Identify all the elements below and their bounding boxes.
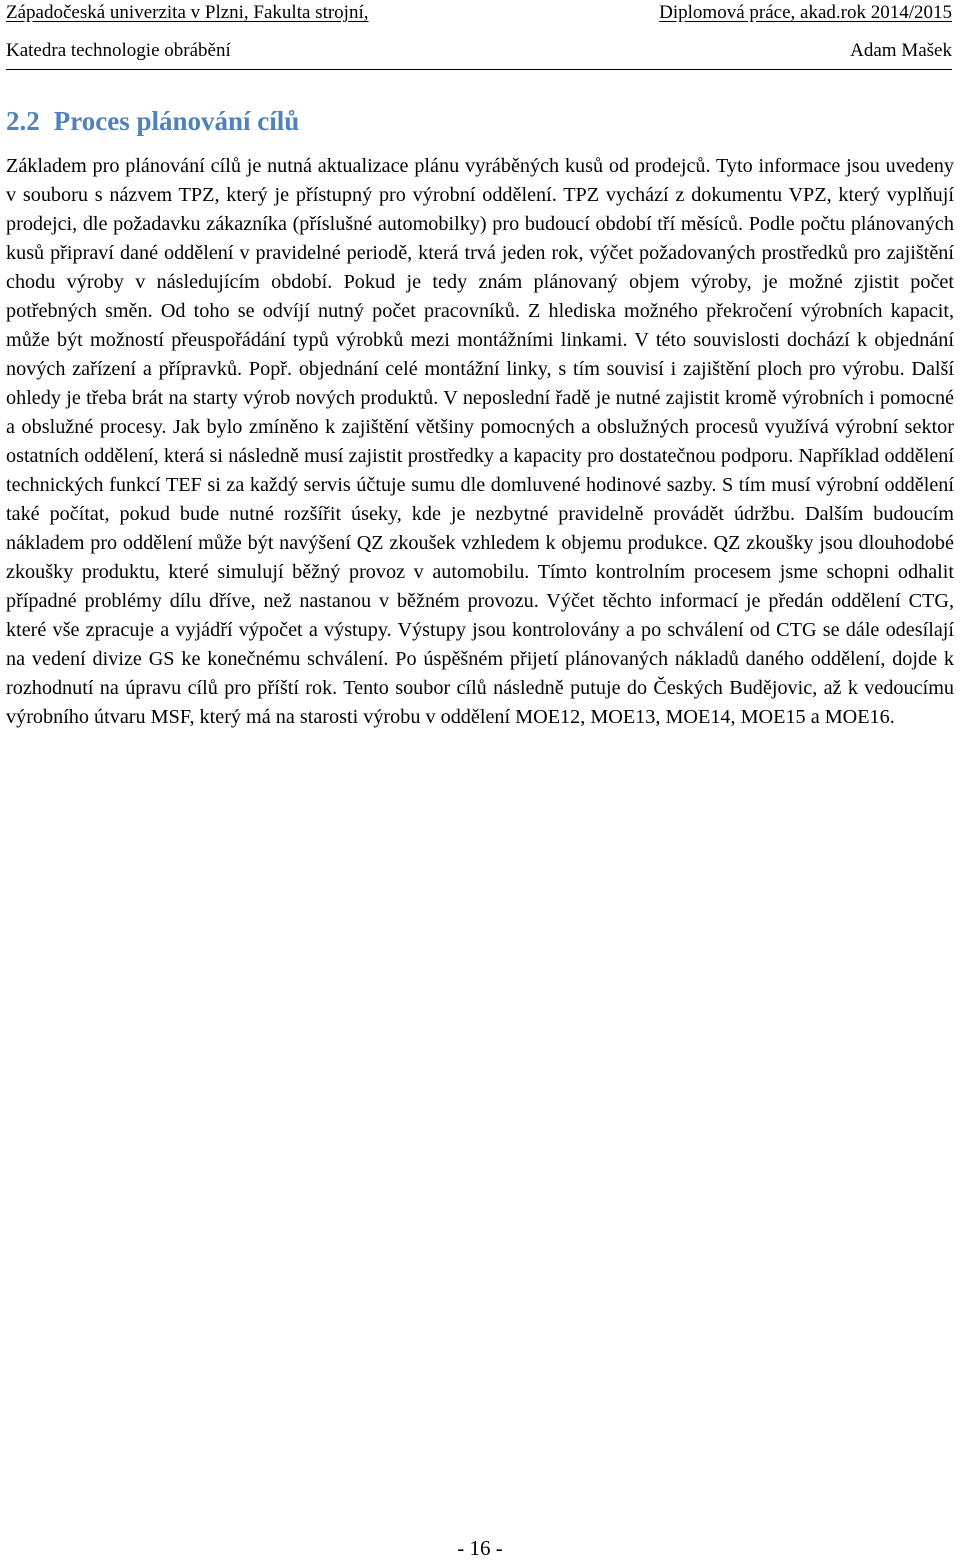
section-title: Proces plánování cílů xyxy=(53,106,300,136)
section-heading xyxy=(6,104,299,138)
header-university: Západočeská univerzita v Plzni, Fakulta strojní, xyxy=(6,2,369,23)
page-number: - 16 - xyxy=(457,1536,503,1560)
section-number: 2.2 xyxy=(6,106,40,136)
header-divider xyxy=(6,69,952,70)
header-department: Katedra technologie obrábění xyxy=(6,40,231,61)
page-header-top xyxy=(6,2,952,24)
header-thesis-info: Diplomová práce, akad.rok 2014/2015 xyxy=(659,2,952,23)
header-author: Adam Mašek xyxy=(850,40,952,61)
body-paragraph: Základem pro plánování cílů je nutná aktualizace plánu vyráběných kusů od prodejců. Tyto informace jsou uvedeny v souboru s názvem TPZ, který je přístupný pro výrobní oddělení. TPZ vychází z dokumentu VPZ, který vyplňují prodejci, dle požadavku zákazníka (příslušné automobilky) pro budoucí období tří měsíců. Podle počtu plánovaných kusů připraví dané oddělení v pravidelné periodě, která trvá jeden rok, výčet požadovaných prostředků pro zajištění chodu výroby v následujícím období. Pokud je tedy znám plánovaný objem výroby, je možné zjistit počet potřebných směn. Od toho se odvíjí nutný počet pracovníků. Z hlediska možného překročení výrobních kapacit, může být možností přeuspořádání typů výrobků mezi montážními linkami. V této souvislosti dochází k objednání nových zařízení a přípravků. Popř. objednání celé montážní linky, s tím souvisí i zajištění ploch pro výrobu. Další ohledy je třeba brát na starty výrob nových produktů. V neposlední řadě je nutné zajistit kromě výrobních i pomocné a obslužné procesy. Jak bylo zmíněno k zajištění většiny pomocných a obslužných procesů využívá výrobní sektor ostatních oddělení, která si následně musí zajistit prostředky a kapacity pro dostatečnou podporu. Například oddělení technických funkcí TEF si za každý servis účtuje sumu dle domluvené hodinové sazby. S tím musí výrobní oddělení také počítat, pokud bude nutné rozšířit úseky, kde je nezbytné pravidelně provádět údržbu. Dalším budoucím nákladem pro oddělení může být navýšení QZ zkoušek vzhledem k objemu produkce. QZ zkoušky jsou dlouhodobé zkoušky produktu, které simulují běžný provoz v automobilu. Tímto kontrolním procesem jsme schopni odhalit případné problémy dílu dříve, než nastanou v běžném provozu. Výčet těchto informací je předán oddělení CTG, které vše zpracuje a vyjádří výpočet a výstupy. Výstupy jsou kontrolovány a po schválení od CTG se dále odesílají na vedení divize GS ke konečnému schválení. Po úspěšném přijetí plánovaných nákladů daného oddělení, dojde k rozhodnutí na úpravu cílů pro příští rok. Tento soubor cílů následně putuje do Českých Budějovic, až k vedoucímu výrobního útvaru MSF, který má na starosti výrobu v oddělení MOE12, MOE13, MOE14, MOE15 a MOE16. xyxy=(6,155,954,728)
page-header-bottom xyxy=(6,40,952,62)
